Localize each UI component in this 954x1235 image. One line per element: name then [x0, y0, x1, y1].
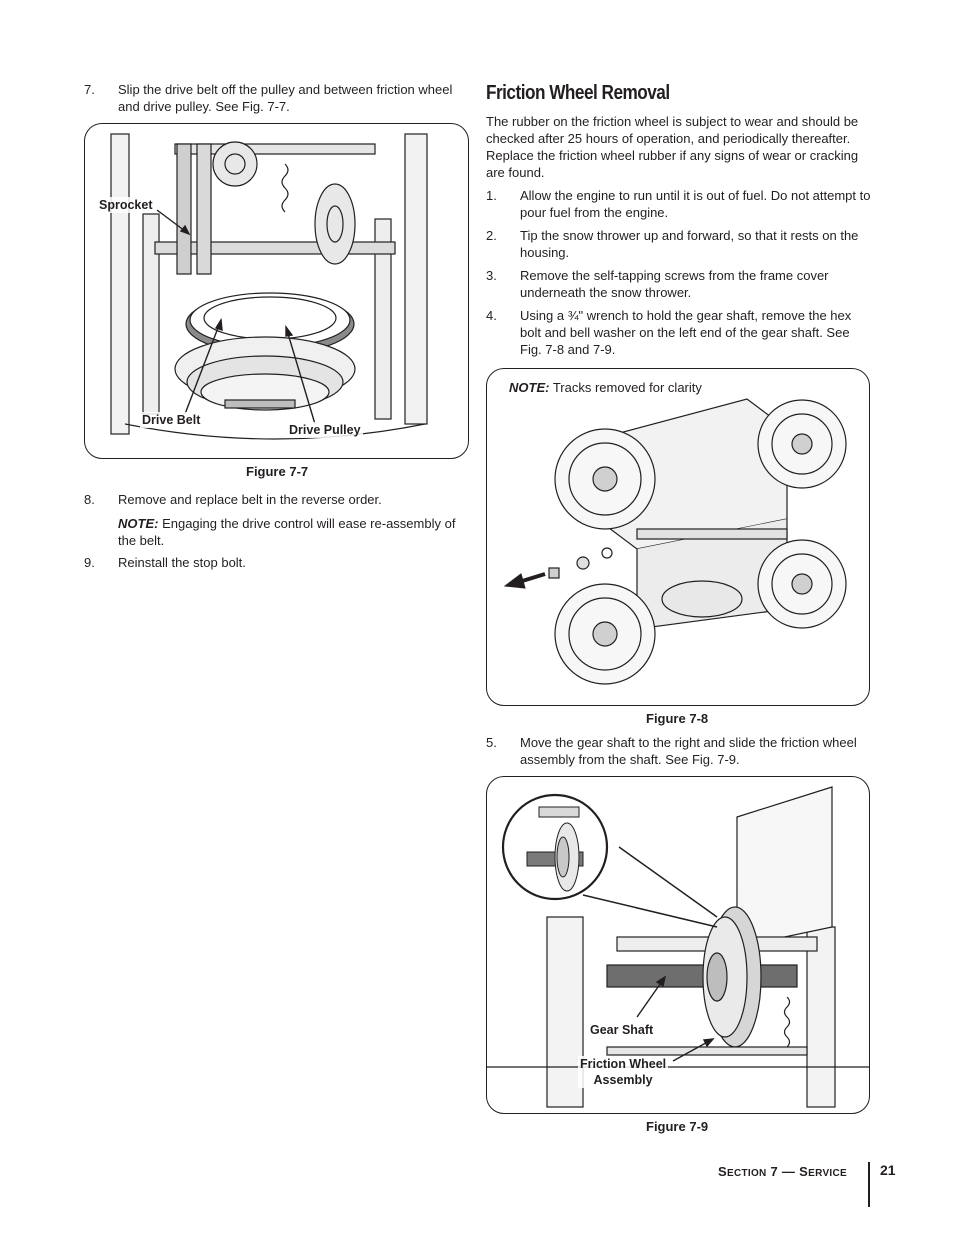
step-number: 8. — [84, 492, 95, 507]
figure-7-8 — [486, 368, 870, 706]
step-text: Using a ¾" wrench to hold the gear shaft, remove the hex bolt and bell washer on the left end of the gear shaft. See Fig. 7-8 and 7-9. — [520, 308, 852, 357]
label-line: Assembly — [593, 1073, 653, 1087]
note-text: Tracks removed for clarity — [549, 380, 702, 395]
section-heading: Friction Wheel Removal — [486, 82, 670, 104]
figure-7-8-illustration — [487, 369, 870, 706]
figure-7-9-caption: Figure 7-9 — [646, 1119, 709, 1134]
step-number: 2. — [486, 228, 497, 243]
label-line: Friction Wheel — [580, 1057, 667, 1071]
footer-text: S — [718, 1164, 727, 1179]
step-7 — [84, 81, 464, 115]
footer-section-label — [718, 1163, 847, 1182]
label-sprocket: Sprocket — [99, 198, 153, 212]
step-3 — [486, 267, 872, 301]
footer-text: 7 — — [766, 1164, 800, 1179]
figure-7-8-note — [509, 379, 702, 396]
step-text: Tip the snow thrower up and forward, so that it rests on the housing. — [520, 228, 859, 260]
step-text: Reinstall the stop bolt. — [118, 555, 246, 570]
figure-7-9-illustration — [487, 777, 870, 1114]
page-number: 21 — [880, 1162, 896, 1178]
note-label: NOTE: — [118, 516, 159, 531]
label-drive-pulley: Drive Pulley — [289, 423, 361, 437]
label-gear-shaft: Gear Shaft — [590, 1023, 654, 1037]
step-4 — [486, 307, 872, 358]
label-friction-wheel-assembly — [578, 1056, 668, 1088]
step-5 — [486, 734, 872, 768]
step-8 — [84, 491, 464, 508]
footer-text: S — [799, 1164, 809, 1179]
figure-7-7 — [84, 123, 469, 459]
footer-text: ERVICE — [808, 1168, 847, 1179]
step-9 — [84, 554, 464, 571]
label-drive-belt: Drive Belt — [142, 413, 201, 427]
intro-paragraph: The rubber on the friction wheel is subject to wear and should be checked after 25 hours of operation, and periodically thereafter. Replace the friction wheel rubber if any signs of wear or cracking are found. — [486, 114, 859, 180]
step-number: 9. — [84, 555, 95, 570]
step-number: 3. — [486, 268, 497, 283]
step-2 — [486, 227, 872, 261]
step-text: Move the gear shaft to the right and slide the friction wheel assembly from the shaft. See Fig. 7-9. — [520, 735, 857, 767]
figure-7-7-caption: Figure 7-7 — [246, 464, 309, 479]
note-drive-control — [118, 515, 464, 549]
step-number: 4. — [486, 308, 497, 323]
step-text: Slip the drive belt off the pulley and between friction wheel and drive pulley. See Fig. 7-7. — [118, 82, 453, 114]
step-number: 1. — [486, 188, 497, 203]
figure-7-7-illustration — [85, 124, 469, 459]
figure-7-9 — [486, 776, 870, 1114]
figure-7-8-caption: Figure 7-8 — [646, 711, 709, 726]
step-text: Remove the self-tapping screws from the frame cover underneath the snow thrower. — [520, 268, 829, 300]
note-label: NOTE: — [509, 380, 550, 395]
footer-text: ECTION — [726, 1168, 767, 1179]
step-text: Allow the engine to run until it is out of fuel. Do not attempt to pour fuel from the engine. — [520, 188, 871, 220]
step-number: 7. — [84, 82, 95, 97]
step-number: 5. — [486, 735, 497, 750]
step-text: Remove and replace belt in the reverse order. — [118, 492, 382, 507]
footer-divider — [868, 1162, 870, 1207]
note-text: Engaging the drive control will ease re-assembly of the belt. — [118, 516, 456, 548]
step-1 — [486, 187, 872, 221]
